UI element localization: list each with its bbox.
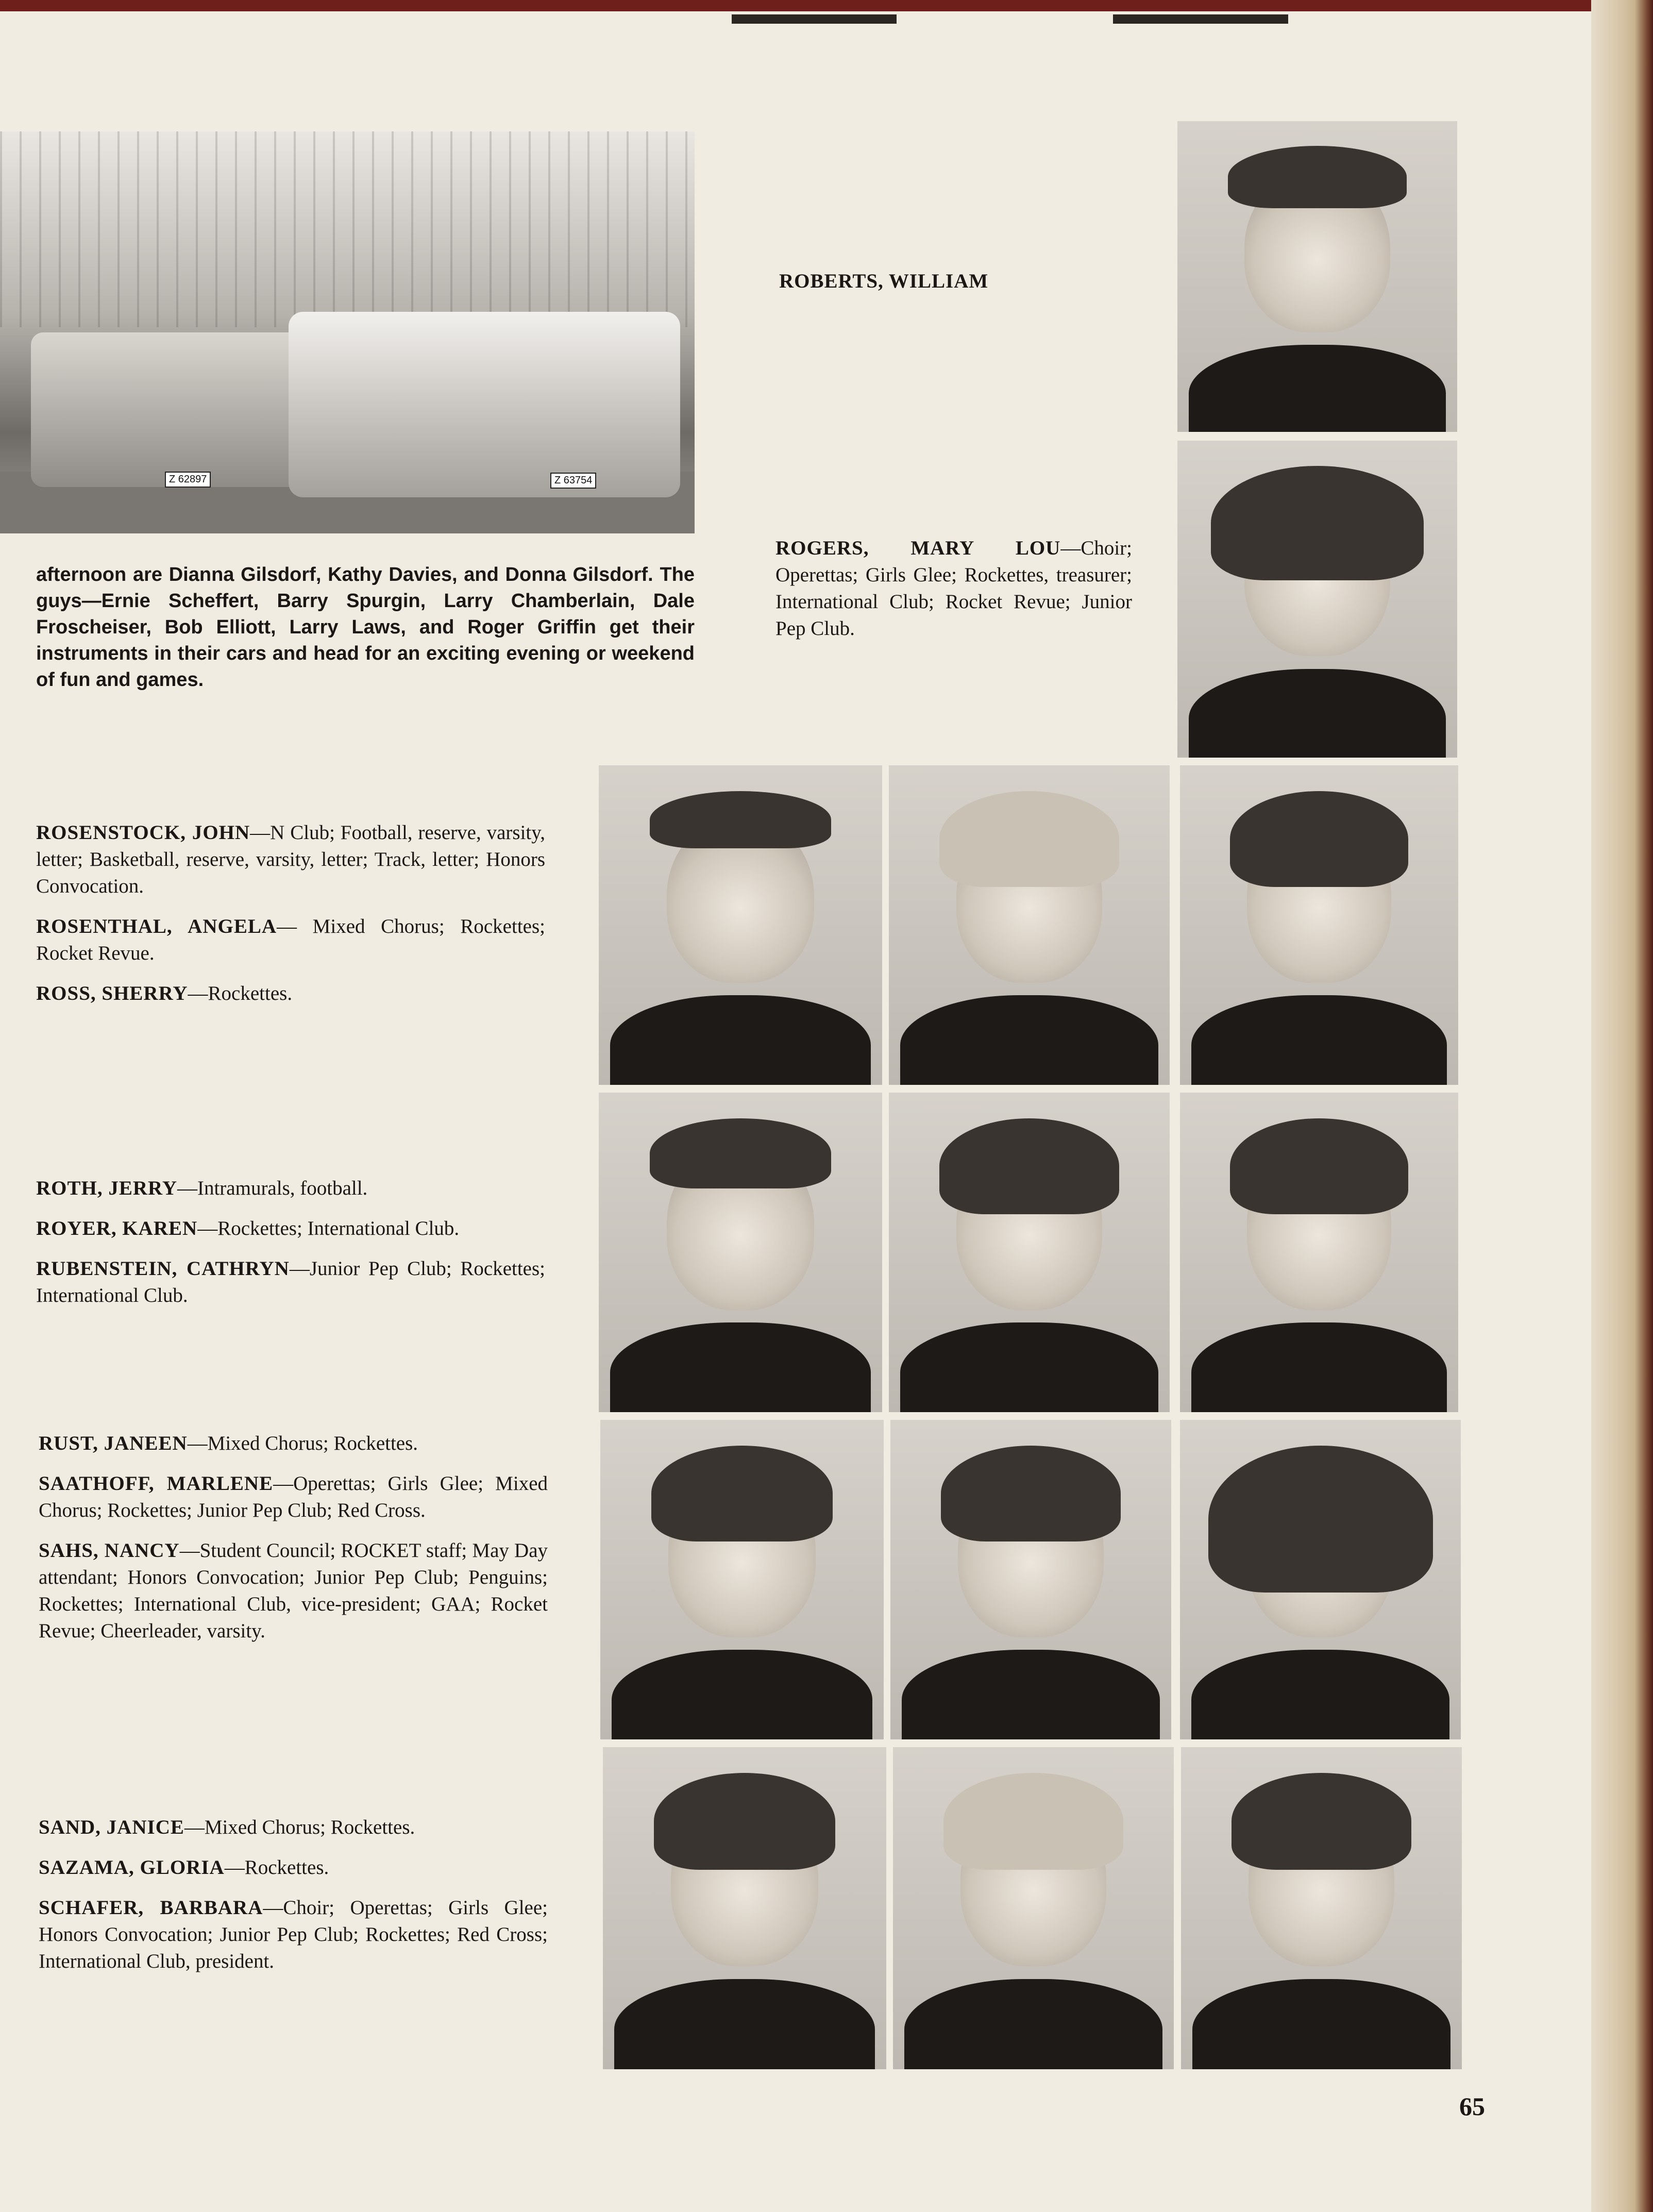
senior-activities: —Operettas; Girls Glee; Mixed Chorus; Rockettes; Junior Pep Club; Red Cross. xyxy=(39,1472,548,1521)
portrait-royer-karen xyxy=(889,1093,1170,1412)
license-plate: Z 63754 xyxy=(550,473,596,489)
senior-name: RUBENSTEIN, CATHRYN xyxy=(36,1258,290,1280)
car-right xyxy=(289,312,680,497)
senior-name: SAND, JANICE xyxy=(39,1816,184,1838)
senior-name: ROBERTS, WILLIAM xyxy=(779,270,989,292)
portrait-roth-jerry xyxy=(599,1093,882,1412)
portrait-sand-janice xyxy=(603,1747,886,2069)
portrait-ross-sherry xyxy=(1180,765,1458,1085)
senior-name: RUST, JANEEN xyxy=(39,1432,188,1454)
bleed-mark xyxy=(1113,14,1288,24)
senior-name: ROSENTHAL, ANGELA xyxy=(36,915,277,937)
senior-name: SAZAMA, GLORIA xyxy=(39,1856,225,1879)
group-photo-cars xyxy=(0,131,695,533)
senior-activities: —Choir; Operettas; Girls Glee; Rockettes, treasurer; International Club; Rocket Revue; Junior Pep Club. xyxy=(775,537,1132,640)
portrait-rust-janeen xyxy=(600,1420,884,1739)
senior-activities: —Student Council; ROCKET staff; May Day attendant; Honors Convocation; Junior Pep Club; Penguins; Rockettes; International Club, vice-president; GAA; Rocket Revue; Cheerleader, varsity. xyxy=(39,1539,548,1642)
trees-background xyxy=(0,131,695,327)
senior-name: ROGERS, MARY LOU xyxy=(775,537,1061,559)
portrait-sazama-gloria xyxy=(893,1747,1174,2069)
senior-name: SAATHOFF, MARLENE xyxy=(39,1472,274,1495)
senior-name: SAHS, NANCY xyxy=(39,1539,180,1562)
senior-activities: —Rockettes. xyxy=(224,1856,329,1879)
portrait-rosenstock-john xyxy=(599,765,882,1085)
page-edge xyxy=(1591,0,1653,2212)
license-plate: Z 62897 xyxy=(165,472,211,488)
senior-name: ROSENSTOCK, JOHN xyxy=(36,822,250,844)
senior-activities: —Junior Pep Club; Rockettes; International Club. xyxy=(36,1258,546,1306)
senior-activities: —N Club; Football, reserve, varsity, letter; Basketball, reserve, varsity, letter; Track, letter; Honors Convocation. xyxy=(36,822,545,897)
senior-activities: —Intramurals, football. xyxy=(177,1177,368,1199)
portrait-rogers-mary-lou xyxy=(1177,441,1457,758)
senior-entry xyxy=(775,535,1132,642)
senior-activities: —Choir; Operettas; Girls Glee; Honors Convocation; Junior Pep Club; Rockettes; Red Cross; International Club, president. xyxy=(39,1897,548,1972)
senior-activities: —Mixed Chorus; Rockettes. xyxy=(184,1816,415,1838)
senior-name: ROYER, KAREN xyxy=(36,1217,198,1239)
binding-edge xyxy=(0,0,1653,11)
senior-group-row4 xyxy=(39,1814,548,1988)
portrait-rosenthal-angela xyxy=(889,765,1170,1085)
senior-activities: —Mixed Chorus; Rockettes. xyxy=(187,1432,418,1454)
bleed-mark xyxy=(732,14,897,24)
car-left xyxy=(31,332,319,487)
senior-activities: —Rockettes; International Club. xyxy=(197,1217,460,1239)
group-photo-caption: afternoon are Dianna Gilsdorf, Kathy Davies, and Donna Gilsdorf. The guys—Ernie Scheffert, Barry Spurgin, Larry Chamberlain, Dale Froscheiser, Bob Elliott, Larry Laws, and Roger Griffin get their instruments in their cars and head for an exciting evening or weekend of fun and games. xyxy=(36,564,695,691)
portrait-schafer-barbara xyxy=(1181,1747,1462,2069)
senior-group-row2 xyxy=(36,1175,545,1322)
portrait-rubenstein-cathryn xyxy=(1180,1093,1458,1412)
senior-activities: — Mixed Chorus; Rockettes; Rocket Revue. xyxy=(36,915,545,964)
senior-name: ROSS, SHERRY xyxy=(36,982,188,1004)
senior-name: ROTH, JERRY xyxy=(36,1177,177,1199)
page-number: 65 xyxy=(1459,2092,1485,2121)
portrait-sahs-nancy xyxy=(1180,1420,1461,1739)
senior-entry xyxy=(779,268,1150,295)
senior-group-row3 xyxy=(39,1430,548,1658)
portrait-roberts-william xyxy=(1177,121,1457,432)
senior-name: SCHAFER, BARBARA xyxy=(39,1897,263,1919)
senior-group-row1 xyxy=(36,819,545,1020)
senior-activities: —Rockettes. xyxy=(188,982,293,1004)
portrait-saathoff-marlene xyxy=(890,1420,1171,1739)
